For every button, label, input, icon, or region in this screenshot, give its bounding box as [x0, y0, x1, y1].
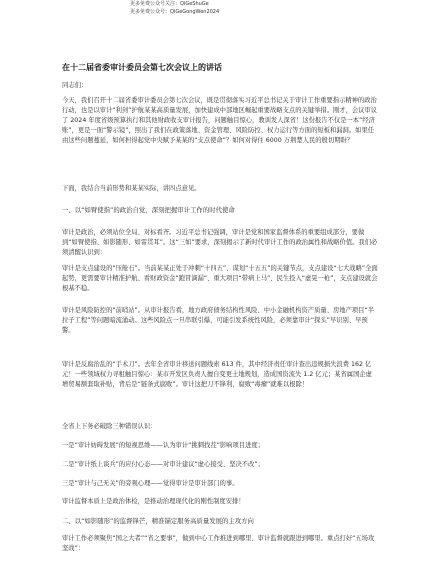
paragraph-error-3: 三是“审计与己无关”的旁观心理——觉得审计是审计部门的事。 [62, 480, 239, 487]
section-heading-2: 二、以“如影随形”的监督锋芒，精准锚定服务高质量发展的主攻方向 [62, 517, 254, 525]
paragraph-outline: 下面，我结合当前形势和某某实际，讲四点意见。 [62, 185, 201, 192]
paragraph-outpost: 审计是风险防控的“前哨站”。从审计报告看，地方政府债务结构性风险、中小金融机构资产质量、房地产项目“半拉子工程”等问题暗流涌动。这些风险点一旦串联引爆，可能引发系统性风险，必须靠审计“探头”早识别、早预警。 [62, 307, 375, 334]
paragraph-error-1: 一是“审计妨碍发展”的短视思维——认为审计“挑刺找茬”影响项目进度； [62, 442, 264, 449]
greeting: 同志们： [62, 81, 88, 89]
header [130, 0, 219, 16]
paragraph-five-battles: 审计工作必须聚焦“国之大者”“省之要事”，做到中心工作推进到哪里、审计监督就跟进到哪里。重点打好“五场攻坚战”： [62, 535, 375, 552]
paragraph-error-2: 二是“审计纸上谈兵”的应付心态——对审计建议“虚心接受、坚决不改”； [62, 461, 264, 468]
header-line-1: 更多免费公众号关注：QiGeShuGe [130, 1, 209, 7]
paragraph-scalpel: 审计是反腐治乱的“手术刀”。去年全省审计移送问题线索 613 件，其中经济责任审计查出违规损失浪费 162 亿元！一些领域权力寻租触目惊心：某市开发区负责人擅自变更土地规划，造成国资流失 1.2 亿元；某省属国企虚增贸易额套取补贴，背后是“链条式腐败”。审计这把刀不锋利，腐败“毒瘤”就难以根除！ [62, 361, 372, 388]
paragraph-audit-is-politics: 审计是政治，必须站位全局、对标看齐。习近平总书记强调，审计是党和国家监督体系的重要组成部分，要做到“如臂使指、如影随形、如雷贯耳”。这“三如”要求，深刻揭示了新时代审计工作的政治属性和战略价值。我们必须清醒认识到： [62, 229, 378, 256]
section-heading-1: 一、以“如臂使指”的政治自觉，深刻把握审计工作的时代使命 [62, 206, 235, 214]
paragraph-three-errors-intro: 全省上下务必破除三种错误认识： [62, 423, 157, 430]
document-title: 在十二届省委审计委员会第七次会议上的讲话 [62, 63, 222, 72]
header-line-2: 更多免费公众号：QiGeGongWen2024 [130, 9, 220, 15]
paragraph-political-checkup: 审计监督本质上是政治体检，是推动治理现代化的刚性制度安排！ [62, 498, 245, 505]
paragraph-intro: 今天，我们召开十二届省委审计委员会第七次会议，既是贯彻落实习近平总书记关于审计工作重要指示精神的政治行动，也是以审计“利剑”护航某某高质量发展，加快建成中部地区崛起重要战略支点的关键举措。刚才，会议审议了 2024 年度省级预算执行和其他财政收支审计报告，问题触目惊心，教训发人深省！这份报告不仅是一本“经济账”，更是一面“警示镜”，照出了我们在政策落地、资金管理、风险防控、权力运行等方面的短板和漏洞。如果任由这些问题蔓延，如何担得起党中央赋予某某的“支点使命”？如何对得住 6000 万荆楚人民的殷切期盼？ [62, 97, 378, 144]
paragraph-ballast: 审计是支点建设的“压舱石”。当前某某正处于冲刺“十四五”、谋划“十五五”的关键节点，支点建设“七大战略”全面起势，更需要审计精准护航、看财政资金“跑冒滴漏”、重大项目“带病上马”、民生投入“虚晃一枪”，支点建设就会根基不稳。 [62, 265, 378, 292]
